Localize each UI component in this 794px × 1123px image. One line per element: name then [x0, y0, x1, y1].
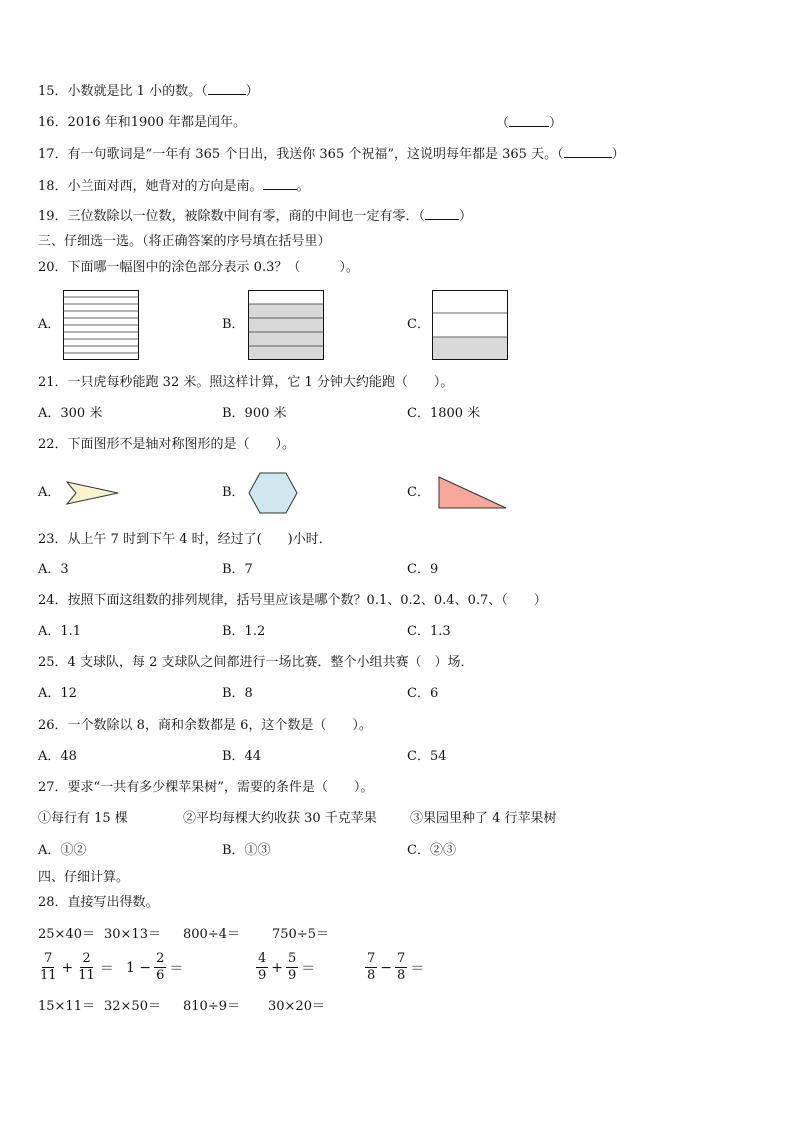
fraction: $\frac{2}{11}$ [78, 951, 95, 983]
option-b[interactable]: B．7 [222, 562, 253, 577]
option-a[interactable]: A．300 米 [38, 406, 103, 421]
question-17-text: 17．有一句歌词是“一年有 365 个日出，我送你 365 个祝福”，这说明每年都是 365 天。（ [38, 147, 564, 162]
question-18-text: 18．小兰面对西，她背对的方向是南。 [38, 179, 263, 194]
option-c[interactable]: C．54 [407, 749, 447, 764]
option-c[interactable]: C．6 [407, 686, 439, 701]
question-25-text: 25．4 支球队，每 2 支球队之间都进行一场比赛．整个小组共赛（ ）场． [38, 655, 474, 670]
calc-item: 15×11＝ [38, 999, 95, 1014]
option-b[interactable]: B．44 [222, 749, 262, 764]
question-17: 17．有一句歌词是“一年有 365 个日出，我送你 365 个祝福”，这说明每年都是 365 天。（ ） [38, 147, 625, 162]
question-16-answer: （ ） [496, 116, 563, 131]
question-24-text: 24．按照下面这组数的排列规律，括号里应该是哪个数？0.1、0.2、0.4、0.7、（ ） [38, 593, 547, 608]
option-a[interactable]: A．12 [38, 686, 77, 701]
answer-blank[interactable] [263, 177, 297, 190]
option-c-label[interactable]: C． [407, 485, 430, 500]
condition-3: ③果园里种了 4 行苹果树 [410, 811, 557, 826]
option-a-label[interactable]: A． [38, 485, 61, 500]
option-b-label[interactable]: B． [222, 485, 245, 500]
option-a[interactable]: A．①② [38, 843, 87, 858]
option-b-label[interactable]: B． [222, 317, 245, 332]
option-c[interactable]: C．1.3 [407, 624, 451, 639]
question-19: 19．三位数除以一位数，被除数中间有零，商的中间也一定有零．（ ） [38, 209, 473, 224]
fraction: $\frac{7}{8}$ [397, 951, 406, 983]
calc-item: 750÷5＝ [272, 927, 329, 942]
fraction-expression-2: 1 − $\frac{2}{6}$ ＝ [126, 951, 184, 983]
option-b[interactable]: B．8 [222, 686, 253, 701]
hexagon-figure [248, 472, 298, 514]
calc-item: 810÷9＝ [183, 999, 240, 1014]
option-a[interactable]: A．3 [38, 562, 69, 577]
option-a[interactable]: A．1.1 [38, 624, 82, 639]
condition-1: ①每行有 15 棵 [38, 811, 128, 826]
fraction: $\frac{7}{11}$ [40, 951, 57, 983]
option-a[interactable]: A．48 [38, 749, 77, 764]
fraction-expression-3: $\frac{4}{9}$ + $\frac{5}{9}$ ＝ [258, 951, 316, 983]
fraction: $\frac{2}{6}$ [156, 951, 165, 983]
calc-item: 800÷4＝ [183, 927, 240, 942]
fraction: $\frac{4}{9}$ [258, 951, 267, 983]
option-b[interactable]: B．①③ [222, 843, 271, 858]
calc-item: 30×20＝ [268, 999, 325, 1014]
question-18: 18．小兰面对西，她背对的方向是南。 。 [38, 179, 310, 194]
fraction-expression-4: $\frac{7}{8}$ − $\frac{7}{8}$ ＝ [367, 951, 425, 983]
question-22-text: 22．下面图形不是轴对称图形的是（ ）。 [38, 437, 296, 452]
option-c[interactable]: C．1800 米 [407, 406, 481, 421]
answer-blank[interactable] [208, 82, 246, 95]
fraction-expression-1: $\frac{7}{11}$ + $\frac{2}{11}$ ＝ [40, 951, 114, 983]
figure-b-shaded-rect [248, 290, 324, 360]
question-26-text: 26．一个数除以 8，商和余数都是 6，这个数是（ ）。 [38, 718, 372, 733]
condition-2: ②平均每棵大约收获 30 千克苹果 [183, 811, 377, 826]
calc-item: 30×13＝ [104, 927, 161, 942]
calc-item: 32×50＝ [104, 999, 161, 1014]
question-23-text: 23．从上午 7 时到下午 4 时，经过了( )小时． [38, 532, 332, 547]
question-19-text: 19．三位数除以一位数，被除数中间有零，商的中间也一定有零．（ [38, 209, 426, 224]
arrow-shape-figure [66, 481, 120, 505]
question-16 [38, 114, 246, 132]
section-3-heading: 三、仔细选一选。（将正确答案的序号填在括号里） [38, 234, 331, 249]
right-triangle-figure [438, 476, 508, 510]
answer-blank[interactable] [509, 114, 549, 127]
section-4-heading: 四、仔细计算。 [38, 870, 130, 885]
option-a-label[interactable]: A． [38, 317, 61, 332]
fraction: $\frac{7}{8}$ [367, 951, 376, 983]
question-15-text: 15．小数就是比 1 小的数。（ [38, 84, 208, 99]
figure-a-striped-rect [63, 290, 139, 360]
question-15: 15．小数就是比 1 小的数。（ ） [38, 84, 259, 99]
option-b[interactable]: B．1.2 [222, 624, 266, 639]
question-28-text: 28．直接写出得数。 [38, 895, 159, 910]
option-c[interactable]: C．9 [407, 562, 439, 577]
question-27-text: 27．要求“一共有多少棵苹果树”，需要的条件是（ ）。 [38, 780, 374, 795]
answer-blank[interactable] [425, 207, 459, 220]
calc-item: 25×40＝ [38, 927, 95, 942]
answer-blank[interactable] [564, 145, 612, 158]
question-16-text: 16．2016 年和1900 年都是闰年。 [38, 115, 246, 130]
option-b[interactable]: B．900 米 [222, 406, 287, 421]
question-21-text: 21．一只虎每秒能跑 32 米。照这样计算，它 1 分钟大约能跑（ ）。 [38, 375, 454, 390]
fraction: $\frac{5}{9}$ [288, 951, 297, 983]
option-c[interactable]: C．②③ [407, 843, 456, 858]
figure-c-shaded-rect [432, 290, 508, 360]
option-c-label[interactable]: C． [407, 317, 430, 332]
question-20-text: 20．下面哪一幅图中的涂色部分表示 0.3？（ ）。 [38, 260, 359, 275]
